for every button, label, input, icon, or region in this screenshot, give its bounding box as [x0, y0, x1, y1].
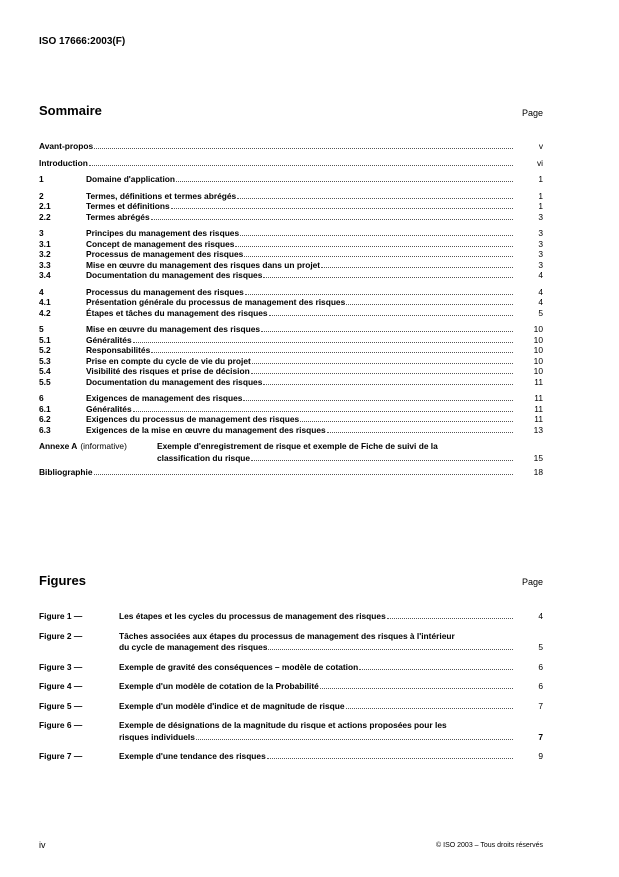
- leader-dots: [176, 181, 513, 182]
- toc-entry-number: 6: [39, 393, 44, 403]
- leader-dots: [133, 342, 513, 343]
- toc-entry[interactable]: [39, 366, 543, 377]
- leader-dots: [240, 235, 513, 236]
- toc-entry-page: 1: [538, 174, 543, 184]
- toc-entry[interactable]: [39, 404, 543, 415]
- figure-number: Figure 2 —: [39, 630, 83, 641]
- toc-entry-page: 4: [538, 270, 543, 280]
- toc-entry-title: Termes, définitions et termes abrégés: [86, 190, 237, 201]
- toc-entry-page: 10: [533, 345, 543, 355]
- toc-entry-title: Exigences de la mise en œuvre du management des risques: [86, 424, 326, 435]
- figure-entry[interactable]: [39, 662, 543, 673]
- figure-number: Figure 7 —: [39, 751, 83, 761]
- toc-entry-title: Prise en compte du cycle de vie du projet: [86, 355, 251, 366]
- footer-page-number: iv: [39, 840, 46, 850]
- toc-entry-page: 3: [538, 259, 543, 270]
- toc-entry-title: Généralités: [86, 403, 132, 414]
- toc-entry[interactable]: [39, 260, 543, 271]
- leader-dots: [243, 400, 513, 401]
- annex-title-line2: classification du risque: [157, 452, 251, 463]
- toc-entry-page: 1: [538, 201, 543, 211]
- leader-dots: [89, 165, 513, 166]
- leader-dots: [321, 267, 513, 268]
- leader-dots: [94, 474, 513, 475]
- figure-title-line2-row: [119, 642, 515, 653]
- toc-entry-title: Domaine d'application: [86, 174, 176, 184]
- toc-entry-page: v: [538, 141, 543, 151]
- figure-entry[interactable]: [39, 720, 543, 742]
- toc-entry-number: 5.3: [39, 355, 51, 366]
- toc-entry-title: Visibilité des risques et prise de décision: [86, 366, 250, 376]
- figure-title-line2: du cycle de management des risques: [119, 642, 268, 652]
- toc-entry-number: 5.5: [39, 376, 51, 387]
- toc-entry-page: 10: [533, 334, 543, 345]
- toc-entry-page: 1: [538, 190, 543, 201]
- figure-spacer: [39, 622, 543, 631]
- toc-entry-page: 3: [538, 211, 543, 222]
- toc-entry-page: 15: [533, 452, 543, 463]
- toc-entry[interactable]: [39, 228, 543, 239]
- figure-page: 7: [538, 731, 543, 742]
- toc-entry-number: 4.2: [39, 307, 51, 318]
- figure-title: Exemple d'un modèle d'indice et de magnitude de risque: [119, 700, 345, 711]
- footer-copyright: © ISO 2003 – Tous droits réservés: [436, 842, 543, 849]
- annex-title: [157, 441, 515, 463]
- toc-entry-title: Processus du management des risques: [86, 286, 244, 297]
- toc-entry[interactable]: [39, 174, 543, 185]
- toc-entry[interactable]: [39, 356, 543, 367]
- leader-dots: [171, 208, 513, 209]
- toc-entry-title: Mise en œuvre du management des risques: [86, 324, 261, 334]
- toc-entry-number: 6.1: [39, 403, 51, 414]
- figure-number: Figure 4 —: [39, 681, 83, 691]
- figure-spacer: [39, 711, 543, 720]
- toc-entry-page: 18: [533, 467, 543, 477]
- toc-entry-page: 5: [538, 307, 543, 318]
- toc-entry-title: Exigences de management des risques: [86, 393, 243, 403]
- toc-entry-page: 4: [538, 297, 543, 307]
- figure-page: 9: [538, 751, 543, 761]
- toc-entry-title: Introduction: [39, 157, 88, 168]
- toc-entry-title: Documentation du management des risques: [86, 376, 263, 387]
- figure-spacer: [39, 653, 543, 662]
- figure-entry[interactable]: [39, 701, 543, 712]
- leader-dots: [267, 758, 513, 759]
- figure-title: [119, 720, 515, 742]
- figure-entry[interactable]: [39, 631, 543, 653]
- leader-dots: [269, 315, 513, 316]
- leader-dots: [346, 708, 514, 709]
- figure-title: Exemple d'une tendance des risques: [119, 751, 266, 761]
- figure-title: [119, 631, 515, 653]
- toc-entry-number: 2.2: [39, 211, 51, 222]
- leader-dots: [237, 198, 513, 199]
- leader-dots: [320, 688, 513, 689]
- leader-dots: [359, 669, 513, 670]
- toc-entry-number: 6.3: [39, 424, 51, 435]
- leader-dots: [346, 304, 513, 305]
- leader-dots: [251, 460, 513, 461]
- toc-entry[interactable]: [39, 287, 543, 298]
- annex-title-line1: Exemple d'enregistrement de risque et exemple de Fiche de suivi de la: [157, 441, 438, 451]
- toc-entry-number: 3.4: [39, 270, 51, 280]
- toc-entry-title: Présentation générale du processus de management des risques: [86, 297, 346, 307]
- toc-entry-number: 5.4: [39, 366, 51, 376]
- toc-entry[interactable]: [39, 249, 543, 260]
- toc-entry[interactable]: [39, 335, 543, 346]
- toc-entry-page: 11: [534, 393, 543, 403]
- leader-dots: [263, 277, 513, 278]
- toc-entry-title: Généralités: [86, 334, 132, 345]
- toc-entry-title: Exigences du processus de management des risques: [86, 414, 300, 424]
- toc-entry-page: 10: [533, 355, 543, 366]
- leader-dots: [235, 246, 513, 247]
- toc-entry-number: 4.1: [39, 297, 51, 307]
- toc-entry[interactable]: [39, 201, 543, 212]
- leader-dots: [387, 618, 513, 619]
- toc-entry-number: 3.2: [39, 249, 51, 259]
- toc-entry[interactable]: [39, 393, 543, 404]
- toc-entry[interactable]: [39, 270, 543, 281]
- figures-page-label: Page: [521, 577, 543, 587]
- annex-title-line2-row: [157, 453, 515, 464]
- toc-entry-page: 11: [534, 376, 543, 387]
- toc-entry[interactable]: [39, 239, 543, 250]
- toc-entry-title: Concept de management des risques: [86, 238, 235, 249]
- toc-entry-title: Documentation du management des risques: [86, 270, 263, 280]
- toc-entry-title: Étapes et tâches du management des risques: [86, 307, 268, 318]
- figure-page: 6: [538, 681, 543, 691]
- toc-entry-number: 5: [39, 324, 44, 334]
- toc-entry[interactable]: [39, 141, 543, 152]
- toc-entry-number: 3.1: [39, 238, 51, 249]
- toc-entry[interactable]: [39, 191, 543, 202]
- toc-entry-page: 10: [533, 324, 543, 334]
- figures-title: Figures: [39, 573, 86, 588]
- toc-entry-page: 13: [533, 424, 543, 435]
- toc-entry-number: 6.2: [39, 414, 51, 424]
- toc-entry-title: Termes et définitions: [86, 201, 170, 211]
- figure-title: Exemple d'un modèle de cotation de la Probabilité: [119, 681, 319, 691]
- toc-entry-page: 3: [538, 238, 543, 249]
- leader-dots: [94, 148, 513, 149]
- leader-dots: [196, 739, 513, 740]
- toc-entry-title: Processus de management des risques: [86, 249, 244, 259]
- figure-title: Exemple de gravité des conséquences – modèle de cotation: [119, 661, 359, 672]
- figure-spacer: [39, 672, 543, 681]
- toc-entry[interactable]: [39, 414, 543, 425]
- annex-note: (informative): [80, 441, 127, 451]
- leader-dots: [327, 432, 513, 433]
- toc-list: [39, 141, 543, 478]
- leader-dots: [133, 411, 513, 412]
- figure-number: Figure 1 —: [39, 611, 83, 621]
- figure-title-line2-row: [119, 732, 515, 743]
- figure-entry[interactable]: [39, 681, 543, 692]
- figure-number: Figure 6 —: [39, 720, 83, 730]
- leader-dots: [244, 256, 513, 257]
- figure-entry[interactable]: [39, 751, 543, 762]
- figure-title: Les étapes et les cycles du processus de management des risques: [119, 611, 386, 621]
- toc-entry-title: Responsabilités: [86, 345, 151, 355]
- toc-entry-number: 3.3: [39, 259, 51, 270]
- toc-entry-page: 4: [538, 286, 543, 297]
- toc-entry-number: 3: [39, 228, 44, 238]
- toc-entry-number: 5.2: [39, 345, 51, 355]
- annex-label: [39, 441, 157, 452]
- figures-list: [39, 611, 543, 762]
- leader-dots: [252, 363, 513, 364]
- toc-entry-title: Bibliographie: [39, 467, 93, 477]
- figure-page: 6: [538, 661, 543, 672]
- leader-dots: [151, 219, 513, 220]
- leader-dots: [251, 373, 513, 374]
- toc-entry[interactable]: [39, 308, 543, 319]
- figure-title-line2: risques individuels: [119, 731, 195, 742]
- toc-entry[interactable]: [39, 158, 543, 169]
- toc-entry-title: Termes abrégés: [86, 211, 150, 222]
- annex-number: Annexe A: [39, 441, 78, 451]
- toc-entry-title: Principes du management des risques: [86, 228, 240, 238]
- figure-page: 5: [538, 642, 543, 652]
- toc-annex-entry[interactable]: [39, 441, 543, 463]
- toc-entry-page: 11: [534, 414, 543, 424]
- figure-title-line1: Exemple de désignations de la magnitude du risque et actions proposées pour les: [119, 720, 447, 730]
- toc-entry-number: 1: [39, 174, 44, 184]
- figure-number: Figure 5 —: [39, 700, 83, 711]
- toc-entry[interactable]: [39, 345, 543, 356]
- toc-title: Sommaire: [39, 103, 102, 118]
- toc-page-label: Page: [521, 108, 543, 118]
- toc-entry[interactable]: [39, 297, 543, 308]
- toc-entry-page: 11: [534, 403, 543, 414]
- toc-entry[interactable]: [39, 324, 543, 335]
- toc-entry-number: 2.1: [39, 201, 51, 211]
- toc-bibliography-entry[interactable]: [39, 467, 543, 478]
- document-header: ISO 17666:2003(F): [39, 36, 126, 47]
- toc-entry-number: 2: [39, 190, 44, 201]
- leader-dots: [261, 331, 513, 332]
- toc-entry[interactable]: [39, 425, 543, 436]
- figure-number: Figure 3 —: [39, 661, 83, 672]
- toc-entry-title: Mise en œuvre du management des risques dans un projet: [86, 259, 321, 270]
- toc-entry-page: 3: [538, 228, 543, 238]
- toc-entry-page: vi: [536, 157, 543, 168]
- figure-entry[interactable]: [39, 611, 543, 622]
- figure-title-line1: Tâches associées aux étapes du processus de management des risques à l'intérieur: [119, 630, 455, 641]
- figure-spacer: [39, 742, 543, 751]
- toc-entry-number: 4: [39, 286, 44, 297]
- leader-dots: [300, 421, 513, 422]
- leader-dots: [268, 649, 513, 650]
- figure-page: 7: [538, 700, 543, 711]
- toc-entry-title: Avant-propos: [39, 141, 94, 151]
- figure-page: 4: [538, 611, 543, 621]
- toc-entry[interactable]: [39, 212, 543, 223]
- figure-spacer: [39, 692, 543, 701]
- toc-entry-page: 10: [533, 366, 543, 376]
- leader-dots: [245, 294, 513, 295]
- toc-entry-page: 3: [538, 249, 543, 259]
- toc-entry[interactable]: [39, 377, 543, 388]
- leader-dots: [151, 352, 513, 353]
- toc-entry-number: 5.1: [39, 334, 51, 345]
- leader-dots: [263, 384, 513, 385]
